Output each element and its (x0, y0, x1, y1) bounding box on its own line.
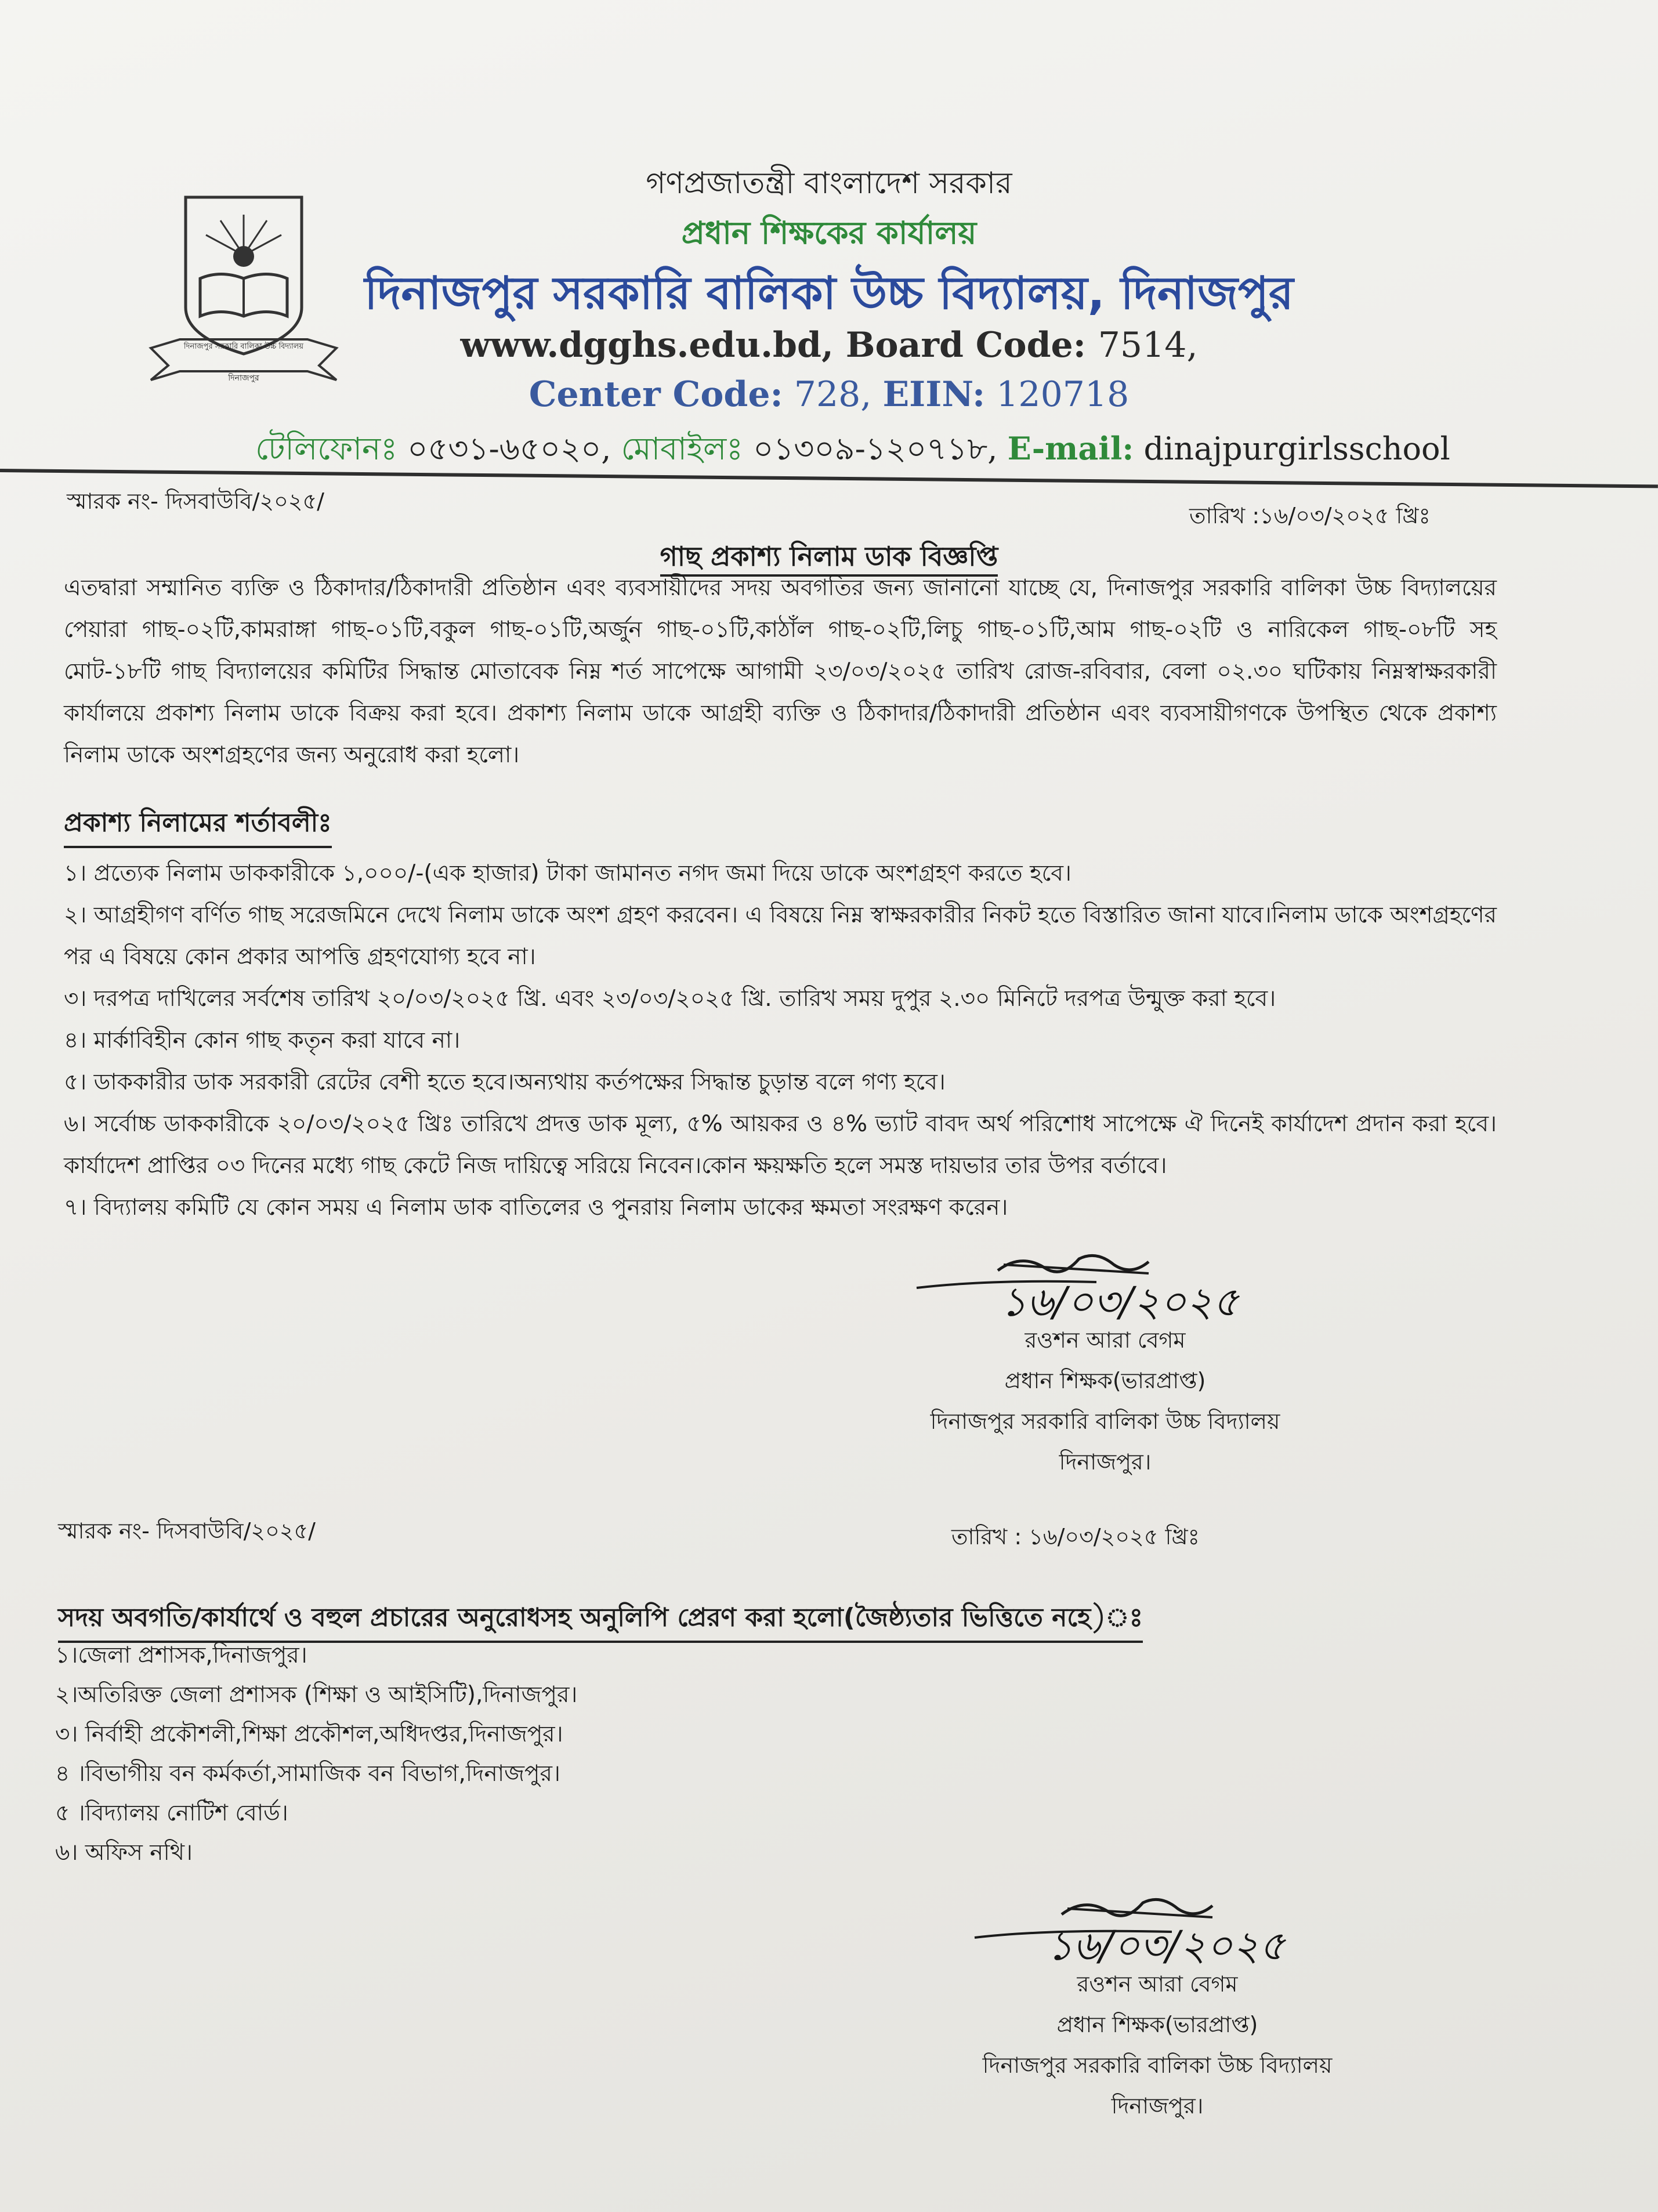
conditions-list (64, 853, 1497, 1229)
signatory-name: রওশন আরা বেগম (1025, 1327, 1186, 1353)
signatory-institution: দিনাজপুর সরকারি বালিকা উচ্চ বিদ্যালয় (930, 1409, 1280, 1434)
signature2-date: ১৬/০৩/২০২৫ (1047, 1922, 1286, 1970)
phone-number: ০৫৩১-৬৫০২০, (407, 430, 611, 467)
mobile-label: মোবাইলঃ (621, 430, 743, 467)
signatory2-name: রওশন আরা বেগম (1077, 1971, 1238, 1997)
copies-heading: সদয় অবগতি/কার্যার্থে ও বহুল প্রচারের অনুরোধসহ অনুলিপি প্রেরণ করা হলো(জৈষ্ঠ্যতার ভিত্তিতে নহে)ঃ (58, 1598, 1143, 1643)
signatory2-institution: দিনাজপুর সরকারি বালিকা উচ্চ বিদ্যালয় (982, 2052, 1333, 2078)
office-name: প্রধান শিক্ষকের কার্যালয় (681, 215, 977, 251)
conditions-heading: প্রকাশ্য নিলামের শর্তাবলীঃ (64, 803, 332, 848)
condition-item: ১। প্রত্যেক নিলাম ডাককারীকে ১,০০০/-(এক হাজার) টাকা জামানত নগদ জমা দিয়ে ডাকে অংশগ্রহণ করতে হবে। (64, 860, 1071, 886)
signatory2-designation: প্রধান শিক্ষক(ভারপ্রাপ্ত) (1056, 2012, 1258, 2037)
center-code: 728, (794, 374, 872, 415)
notice-body: এতদ্বারা সম্মানিত ব্যক্তি ও ঠিকাদার/ঠিকাদারী প্রতিষ্ঠান এবং ব্যবসায়ীদের সদয় অবগতির জন্য জানানো যাচ্ছে যে, দিনাজপুর সরকারি বালিকা উচ্চ বিদ্যালয়ের পেয়ারা গাছ-০২টি,কামরাঙ্গা গাছ-০১টি,বকুল গাছ-০১টি,অর্জুন গাছ-০১টি,কাঠাঁল গাছ-০২টি,লিচু গাছ-০১টি,আম গাছ-০২টি ও নারিকেল গাছ-০৮টি সহ মোট-১৮টি গাছ বিদ্যালয়ের কমিটির সিদ্ধান্ত মোতাবেক নিম্ন শর্ত সাপেক্ষে আগামী ২৩/০৩/২০২৫ তারিখ রোজ-রবিবার, বেলা ০২.৩০ ঘটিকায় নিম্নস্বাক্ষরকারী কার্যালয়ে প্রকাশ্য নিলাম ডাকে বিক্রয় করা হবে। প্রকাশ্য নিলাম ডাকে আগ্রহী ব্যক্তি ও ঠিকাদার/ঠিকাদারী প্রতিষ্ঠান এবং ব্যবসায়ীগণকে উপস্থিত থেকে প্রকাশ্য নিলাম ডাকে অংশগ্রহণের জন্য অনুরোধ করা হলো। (64, 575, 1497, 768)
copy-item: ৬। অফিস নথি। (55, 1840, 193, 1866)
copy-item: ১।জেলা প্রশাসক,দিনাজপুর। (55, 1642, 307, 1668)
memo2-ref: স্মারক নং- দিসবাউবি/২০২৫/ (58, 1518, 316, 1544)
government-name: গণপ্রজাতন্ত্রী বাংলাদেশ সরকার (646, 166, 1012, 201)
condition-item: ৭। বিদ্যালয় কমিটি যে কোন সময় এ নিলাম ডাক বাতিলের ও পুনরায় নিলাম ডাকের ক্ষমতা সংরক্ষণ করেন। (64, 1194, 1008, 1221)
signatory-place: দিনাজপুর। (1059, 1449, 1152, 1475)
memo-ref: স্মারক নং- দিসবাউবি/২০২৫/ (67, 488, 324, 514)
copy-item: ৪ ।বিভাগীয় বন কর্মকর্তা,সামাজিক বন বিভাগ,দিনাজপুর। (55, 1761, 560, 1787)
website-line (0, 325, 1658, 365)
signature-block (859, 1320, 1352, 1482)
signature-date: ১৬/০৩/২০২৫ (1000, 1278, 1239, 1326)
condition-item: ৬। সর্বোচ্চ ডাককারীকে ২০/০৩/২০২৫ খ্রিঃ তারিখে প্রদত্ত ডাক মূল্য, ৫% আয়কর ও ৪% ভ্যাট বাবদ অর্থ পরিশোধ সাপেক্ষে ঐ দিনেই কার্যাদেশ প্রদান করা হবে। কার্যাদেশ প্রাপ্তির ০৩ দিনের মধ্যে গাছ কেটে নিজ দায়িত্বে সরিয়ে নিবেন।কোন ক্ষয়ক্ষতি হলে সমস্ত দায়ভার তার উপর বর্তাবে। (64, 1111, 1497, 1179)
copy-item: ২।অতিরিক্ত জেলা প্রশাসক (শিক্ষা ও আইসিটি),দিনাজপুর। (55, 1682, 578, 1708)
contact-line (70, 425, 1636, 477)
signature2-block (911, 1964, 1404, 2126)
email-label: E-mail: (1007, 430, 1134, 467)
logo-text: দিনাজপুর সরকারি বালিকা উচ্চ বিদ্যালয় (183, 342, 304, 351)
notice-title: গাছ প্রকাশ্য নিলাম ডাক বিজ্ঞপ্তি (0, 537, 1658, 581)
center-code-line (0, 374, 1658, 415)
center-code-label: Center Code: (528, 374, 783, 415)
condition-item: ২। আগ্রহীগণ বর্ণিত গাছ সরেজমিনে দেখে নিলাম ডাকে অংশ গ্রহণ করবেন। এ বিষয়ে নিম্ন স্বাক্ষরকারীর নিকট হতে বিস্তারিত জানা যাবে।নিলাম ডাকে অংশগ্রহণের পর এ বিষয়ে কোন প্রকার আপত্তি গ্রহণযোগ্য হবে না। (64, 902, 1497, 970)
mobile-number: ০১৩০৯-১২০৭১৮, (753, 430, 998, 467)
board-code: 7514, (1098, 325, 1198, 365)
phone-label: টেলিফোনঃ (255, 430, 398, 467)
eiin-label: EIIN: (882, 374, 986, 415)
memo-date: তারিখ :১৬/০৩/২০২৫ খ্রিঃ (1189, 503, 1431, 528)
copies-list (55, 1636, 577, 1873)
email-address[interactable]: dinajpurgirlsschool (1143, 430, 1450, 467)
board-code-label: Board Code: (845, 325, 1086, 365)
condition-item: ৪। মার্কাবিহীন কোন গাছ কতৃন করা যাবে না। (64, 1027, 461, 1053)
website-link[interactable]: www.dgghs.edu.bd, (460, 325, 834, 365)
memo2-date: তারিখ : ১৬/০৩/২০২৫ খ্রিঃ (951, 1524, 1200, 1550)
eiin-value: 120718 (996, 374, 1130, 415)
copy-item: ৫ ।বিদ্যালয় নোটিশ বোর্ড। (55, 1800, 288, 1826)
condition-item: ৫। ডাককারীর ডাক সরকারী রেটের বেশী হতে হবে।অন্যথায় কর্তপক্ষের সিদ্ধান্ত চুড়ান্ত বলে গণ্য হবে। (64, 1069, 946, 1095)
school-name: দিনাজপুর সরকারি বালিকা উচ্চ বিদ্যালয়, দিনাজপুর (364, 267, 1294, 320)
signatory2-place: দিনাজপুর। (1111, 2093, 1204, 2119)
logo-subtext: দিনাজপুর (228, 374, 259, 383)
signatory-designation: প্রধান শিক্ষক(ভারপ্রাপ্ত) (1004, 1368, 1206, 1393)
condition-item: ৩। দরপত্র দাখিলের সর্বশেষ তারিখ ২০/০৩/২০২৫ খ্রি. এবং ২৩/০৩/২০২৫ খ্রি. তারিখ সময় দুপুর ২.৩০ মিনিটে দরপত্র উন্মুক্ত করা হবে। (64, 986, 1276, 1012)
copy-item: ৩। নির্বাহী প্রকৌশলী,শিক্ষা প্রকৌশল,অধিদপ্তর,দিনাজপুর। (55, 1721, 563, 1747)
